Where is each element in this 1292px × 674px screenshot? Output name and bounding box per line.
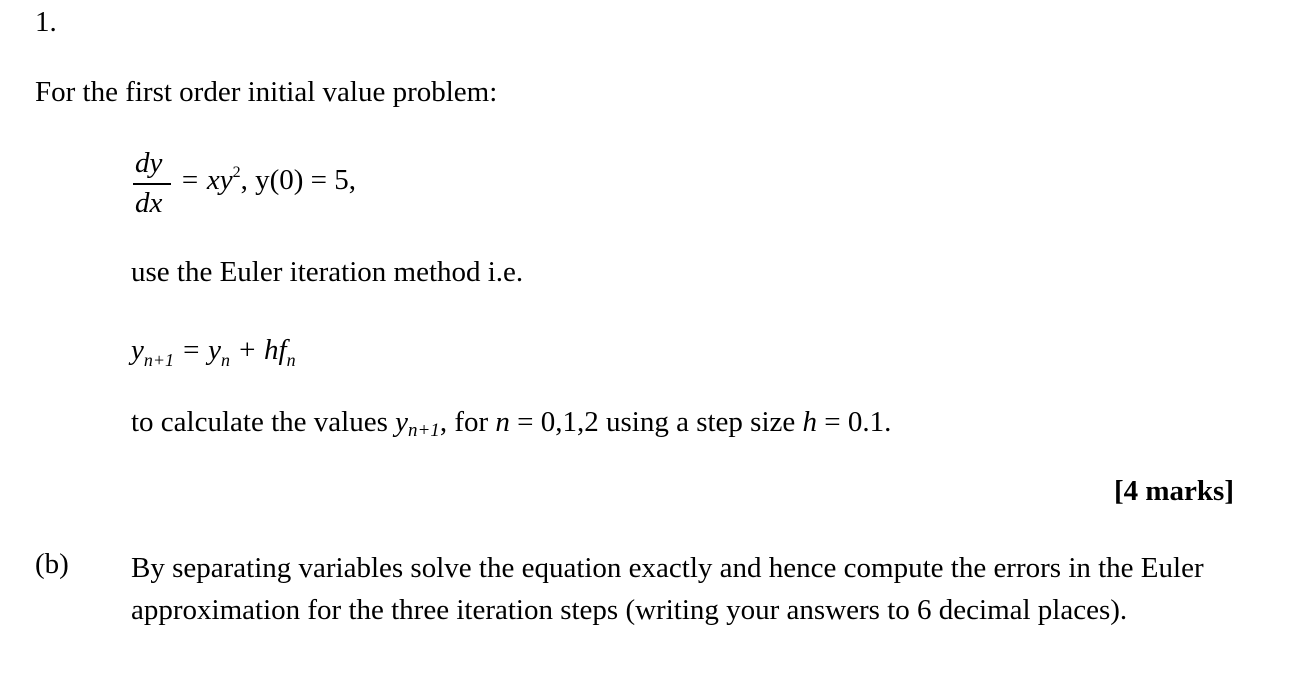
calc-pre: to calculate the values <box>131 406 396 438</box>
calculation-instruction <box>131 406 892 441</box>
ode-rhs-base: = xy <box>180 164 233 196</box>
euler-formula <box>131 334 296 370</box>
fraction-numerator: dy <box>135 147 163 179</box>
euler-mid-sub: n <box>220 350 230 370</box>
instruction-text: use the Euler iteration method i.e. <box>131 256 524 288</box>
derivative-fraction <box>131 147 173 221</box>
calc-h: h <box>802 406 818 438</box>
part-b-label: (b) <box>35 548 69 580</box>
calc-n: n <box>495 406 510 438</box>
calc-var-sub: n+1 <box>407 420 440 441</box>
calc-mid: , for <box>439 406 496 438</box>
calc-range: = 0,1,2 using a step size <box>509 406 803 438</box>
calc-var: y <box>395 406 408 438</box>
fraction-bar <box>133 183 171 185</box>
marks-label: [4 marks] <box>1113 475 1234 507</box>
part-b-text: By separating variables solve the equation exactly and hence compute the errors in the Euler approximation for the three iteration steps (writing your answers to 6 decimal places). <box>131 552 1204 626</box>
euler-lhs-sub: n+1 <box>143 350 175 370</box>
ode-right-side <box>180 164 356 197</box>
initial-condition: , y(0) = 5, <box>240 164 356 196</box>
euler-plus: + hf <box>229 334 287 366</box>
ode-rhs-exponent: 2 <box>232 164 241 181</box>
question-number: 1. <box>35 6 57 38</box>
calc-h-value: = 0.1. <box>817 406 892 438</box>
fraction-denominator: dx <box>135 187 163 219</box>
euler-eq: = y <box>174 334 221 366</box>
intro-text: For the first order initial value problem: <box>35 76 498 108</box>
euler-lhs: y <box>131 334 144 366</box>
euler-rhs-sub: n <box>286 350 296 370</box>
